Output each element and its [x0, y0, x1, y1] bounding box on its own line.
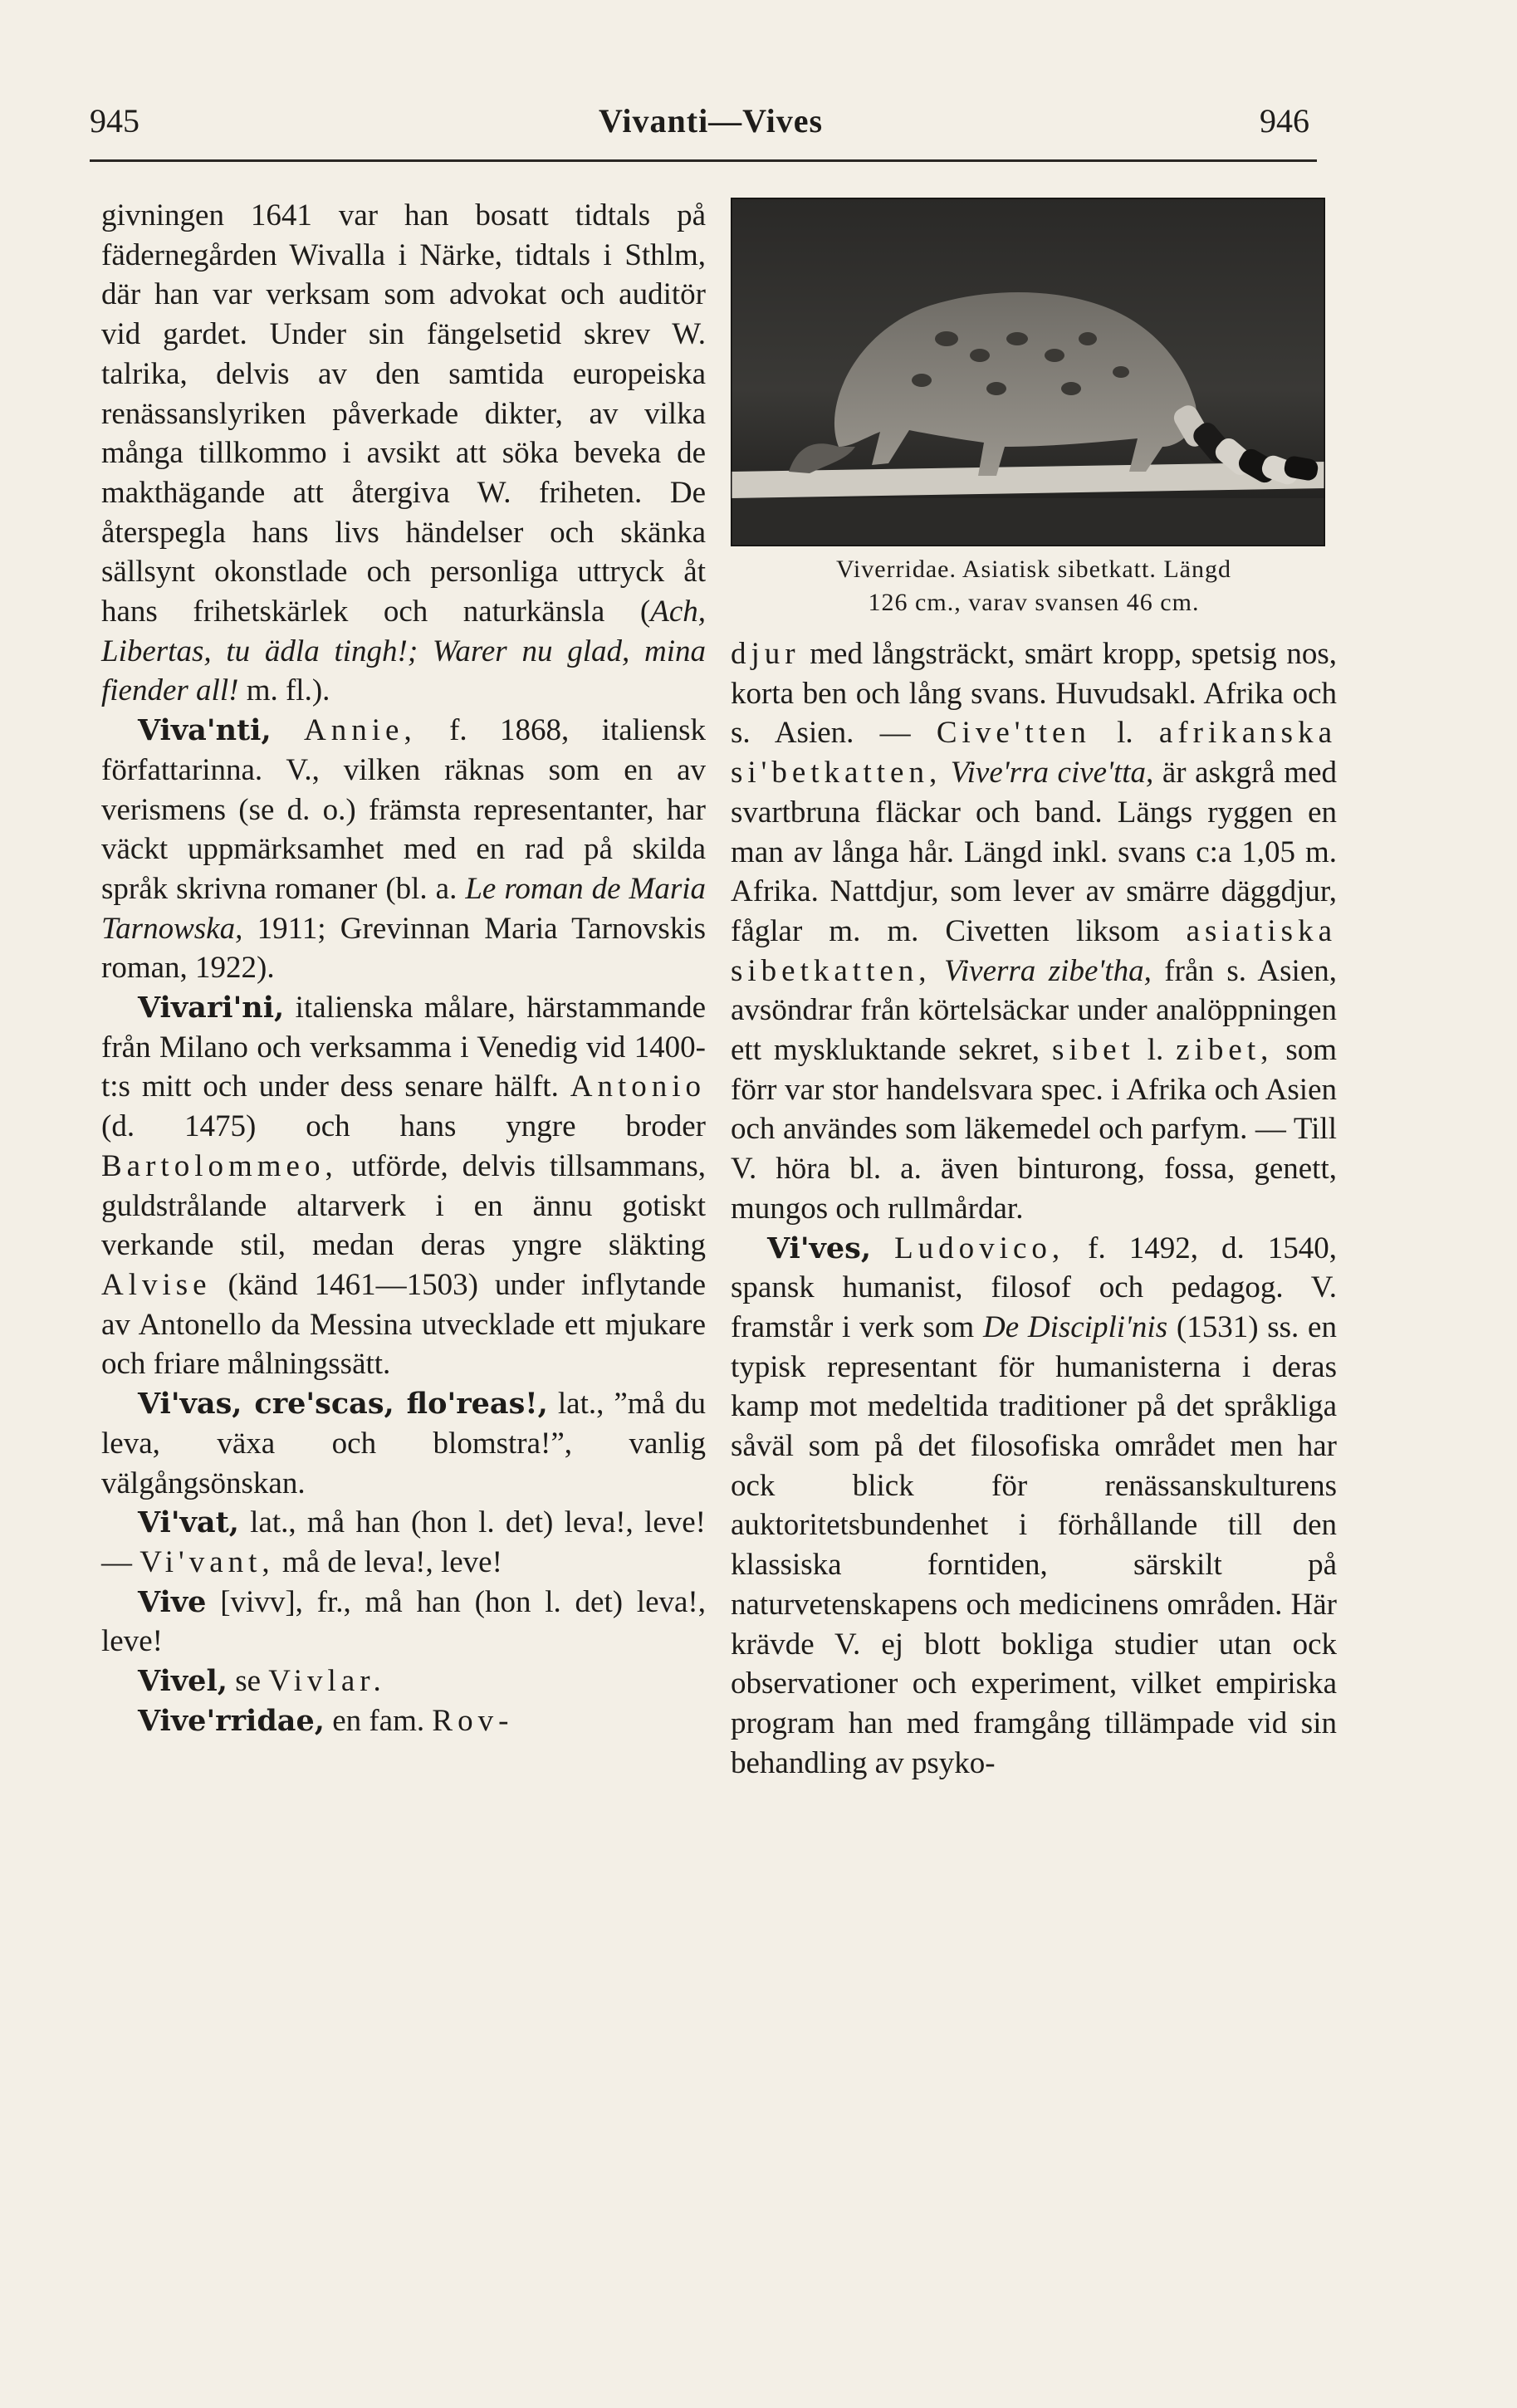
entry-continuation-right: djur med långsträckt, smärt kropp, spetsig nos, korta ben och lång svans. Huvudsakl. Afrika och s. Asien. — Cive'tten l. afrikanska si'betkatten, Vive'rra cive'tta, är askgrå med svartbruna fläckar och band. Längs ryggen en man av långa hår. Längd inkl. svans c:a 1,05 m. Afrika. Nattdjur, som lever av smärre däggdjur, fåglar m. m. Civetten liksom asiatiska sibetkatten, Viverra zibe'tha, från s. Asien, avsöndrar från körtelsäckar under analöppningen ett myskluktande sekret, sibet l. zibet, som förr var stor handelsvara spec. i Afrika och Asien och användes som läkemedel och parfym. — Till V. höra bl. a. även binturong, fossa, genett, mungos och rullmårdar.	[731, 637, 1337, 1226]
headword: Vi'vas, cre'scas, flo'reas!,	[138, 1387, 548, 1422]
entry-viverridae: Vive'rridae, en fam. Rov-	[138, 1703, 514, 1738]
headword: Vivari'ni,	[138, 991, 285, 1025]
civet-photo	[731, 198, 1325, 546]
entry-vivas: Vi'vas, cre'scas, flo'reas!, lat., ”må du leva, växa och blomstra!”, vanlig välgångsönskan.	[101, 1387, 707, 1500]
entry-continuation: givningen 1641 var han bosatt tidtals på fädernegården Wivalla i Närke, tidtals i Sthlm, där han var verksam som advokat och auditör vid gardet. Under sin fängelsetid skrev W. talrika, delvis av den samtida europeiska renässanslyriken påverkade dikter, av vilka många tillkommo i avsikt att söka beveka de makthägande att återgiva W. friheten. De återspegla hans livs händelser och skänka sällsynt okonstlade och personliga uttryck åt hans frihetskärlek och naturkänsla (Ach, Libertas, tu ädla tingh!; Warer nu glad, mina fiender all! m. fl.).	[101, 198, 706, 708]
header-rule	[90, 159, 1317, 162]
page-number-left: 945	[90, 102, 139, 139]
entry-vive: Vive [vivv], fr., må han (hon l. det) leva!, leve!	[101, 1584, 706, 1659]
entry-vives: Vi'ves, Ludovico, f. 1492, d. 1540, spansk humanist, filosof och pedagog. V. framstår i verk som De Discipli'nis (1531) ss. en typisk representant för humanisterna i deras kamp mot medeltida traditioner på det språkliga såväl som på det filosofiska området men har ock blick för renässanskulturens auktoritetsbundenhet i förhållande till den klassiska forntiden, särskilt på naturvetenskapens och medicinens områden. Här krävde V. ej blott bokliga studier utan ock observationer och experiment, vilket empiriska program han med framgång tillämpade vid sin behandling av psyko-	[731, 1231, 1337, 1780]
entry-vivel: Vivel, se Vivlar.	[138, 1664, 386, 1699]
right-column	[731, 198, 1337, 1783]
entry-vivanti: Viva'nti, Annie, f. 1868, italiensk författarinna. V., vilken räknas som en av verismens (se d. o.) främsta representanter, har väckt uppmärksamhet med en rad på skilda språk skrivna romaner (bl. a. Le roman de Maria Tarnowska, 1911; Grevinnan Maria Tarnovskis roman, 1922).	[101, 713, 707, 986]
entry-vivarini: Vivari'ni, italienska målare, härstammande från Milano och verksamma i Venedig vid 1400-t:s mitt och under dess senare hälft. Antonio (d. 1475) och hans yngre broder Bartolommeo, utförde, delvis tillsammans, guldstrålande altarverk i en ännu gotiskt verkande stil, medan deras yngre släkting Alvise (känd 1461—1503) under inflytande av Antonello da Messina utvecklade ett mjukare och friare målningssätt.	[101, 991, 706, 1382]
page-number-right: 946	[1260, 102, 1309, 139]
entry-vivat: Vi'vat, lat., må han (hon l. det) leva!, leve! — Vi'vant, må de leva!, leve!	[101, 1505, 706, 1579]
left-column	[101, 196, 706, 1740]
headword: Viva'nti,	[138, 713, 272, 748]
headword: Vivel,	[138, 1664, 228, 1699]
headword: Vive'rridae,	[138, 1703, 325, 1738]
headword: Vi'vat,	[138, 1505, 239, 1540]
headword: Vive	[138, 1584, 207, 1619]
headword: Vi'ves,	[767, 1231, 872, 1265]
running-title: Vivanti—Vives	[598, 102, 824, 139]
photo-caption: Viverridae. Asiatisk sibetkatt. Längd 126 cm., varav svansen 46 cm.	[836, 556, 1231, 616]
